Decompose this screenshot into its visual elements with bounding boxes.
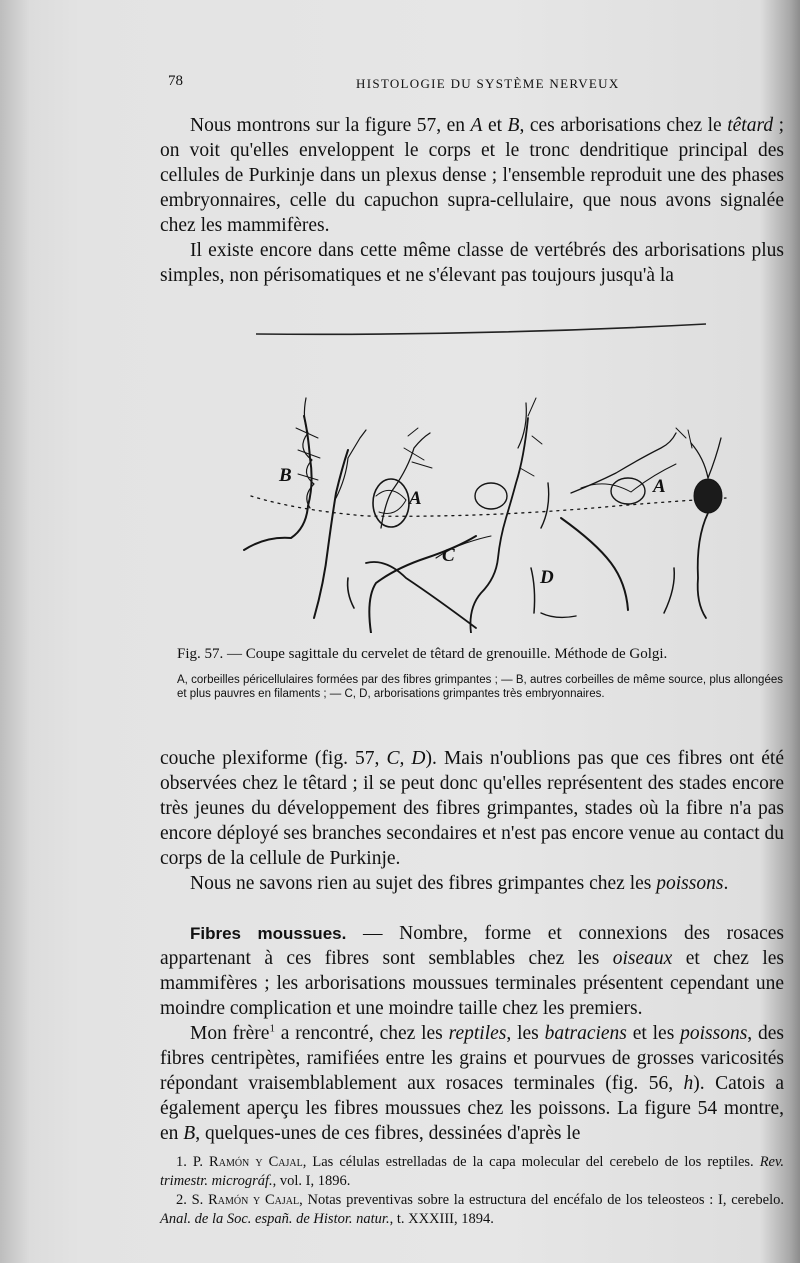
text-run: et — [482, 115, 508, 136]
section-heading: Fibres moussues. — [190, 924, 347, 943]
footnote-author: Ramón y Cajal — [209, 1154, 303, 1170]
text-run: , vol. I, 1896. — [272, 1173, 351, 1189]
text-run: , t. XXXIII, 1894. — [389, 1211, 494, 1227]
italic-run: h — [683, 1073, 694, 1094]
figure-caption — [177, 646, 783, 701]
paragraph-6 — [160, 1021, 784, 1146]
caption-title: Fig. 57. — Coupe sagittale du cervelet de têtard de grenouille. Méthode de Golgi. — [177, 646, 668, 662]
footnote-2 — [160, 1191, 784, 1229]
text-run: , Las células estrelladas de la capa molecular del cerebelo de los reptiles. — [302, 1154, 760, 1170]
footnote-journal: Anal. de la Soc. españ. de Histor. natur. — [160, 1211, 390, 1227]
text-run: Nous ne savons rien au sujet des fibres grimpantes chez les — [190, 873, 657, 894]
italic-run: oiseaux — [612, 948, 673, 969]
text-run: , Notas preventivas sobre la estructura del encéfalo de los teleosteos : I, cerebelo. — [299, 1192, 784, 1208]
section-rule — [256, 322, 706, 338]
text-run: couche plexiforme (fig. 57, — [160, 748, 387, 769]
text-run: , ces arborisations chez le — [519, 115, 728, 136]
italic-run: B — [507, 115, 520, 136]
paragraph-2: Il existe encore dans cette même classe de vertébrés des arborisations plus simples, non périsomatiques et ne s'élevant pas toujours jusqu'à la — [160, 240, 784, 286]
text-run: — Nombre, forme et connexions des rosaces appartenant à ces fibres sont semblables chez les — [160, 923, 784, 969]
italic-run: A — [470, 115, 483, 136]
page-number: 78 — [168, 73, 183, 89]
paragraph-3 — [160, 746, 784, 871]
figure-57-drawing — [236, 388, 736, 633]
italic-run: têtard — [727, 115, 774, 136]
italic-run: B — [183, 1123, 196, 1144]
caption-legend: A, corbeilles péricellulaires formées par des fibres grimpantes ; — B, autres corbeilles de même source, plus allongées et plus pauvres en filaments ; — C, D, arborisations grimpantes très embryonnaires. — [177, 674, 783, 700]
label-c: C — [442, 545, 455, 566]
italic-run: reptiles — [448, 1023, 507, 1044]
footnotes — [160, 1153, 784, 1229]
label-a-right: A — [653, 476, 666, 497]
label-d: D — [540, 567, 554, 588]
body-text-top — [160, 113, 784, 288]
footnote-journal: Rev. trimestr. micrográf. — [160, 1154, 784, 1189]
footnote-author: Ramón y Cajal — [208, 1192, 300, 1208]
running-title: HISTOLOGIE DU SYSTÈME NERVEUX — [356, 76, 620, 91]
body-text-bottom — [160, 746, 784, 1146]
text-run: et les — [626, 1023, 681, 1044]
text-run: Mon frère — [190, 1023, 270, 1044]
paragraph-5 — [160, 921, 784, 1021]
paragraph-1 — [160, 113, 784, 238]
paragraph-4 — [160, 871, 784, 896]
text-run: ). Catois a également aperçu les fibres moussues chez les poissons. La figure 54 montre, en — [160, 1073, 785, 1144]
label-a-left: A — [409, 488, 422, 509]
text-run: Nous montrons sur la figure 57, en — [190, 115, 471, 136]
footnote-1 — [160, 1153, 784, 1191]
italic-run: C, D — [386, 748, 426, 769]
text-run: et chez les mammifères ; les arborisations moussues terminales présentent cependant une moindre complication et une moindre taille chez les premiers. — [160, 948, 784, 1019]
text-run: , des fibres centripètes, ramifiées entre les grains et pourvues de grosses varicosités répondant vraisemblablement aux rosaces terminales (fig. 56, — [160, 1023, 784, 1094]
italic-run: poissons — [680, 1023, 748, 1044]
italic-run: batraciens — [544, 1023, 627, 1044]
footnote-number: 1. P. — [176, 1154, 210, 1170]
italic-run: poissons — [656, 873, 724, 894]
text-run: a rencontré, chez les — [274, 1023, 449, 1044]
text-run: ; on voit qu'elles enveloppent le corps et le tronc dendritique principal des cellules de Purkinje dans un plexus dense ; l'ensemble reproduit une des phases embryonnaires, celle du capuchon supra-cellulaire, que nous avons signalée chez les mammifères. — [160, 115, 784, 236]
text-run: ). Mais n'oublions pas que ces fibres ont été observées chez le têtard ; il se peut donc qu'elles représentent des stades encore très jeunes du développement des fibres grimpantes, stades où la fibre n'a pas encore déployé ses branches secondaires et n'est pas encore venue au contact du corps de la cellule de Purkinje. — [160, 748, 784, 869]
text-run: , les — [506, 1023, 545, 1044]
footnote-number: 2. S. — [176, 1192, 209, 1208]
text-run: , quelques-unes de ces fibres, dessinées d'après le — [195, 1123, 581, 1144]
label-b: B — [279, 465, 292, 486]
footnote-ref: 1 — [269, 1022, 275, 1035]
text-run: . — [723, 873, 729, 894]
